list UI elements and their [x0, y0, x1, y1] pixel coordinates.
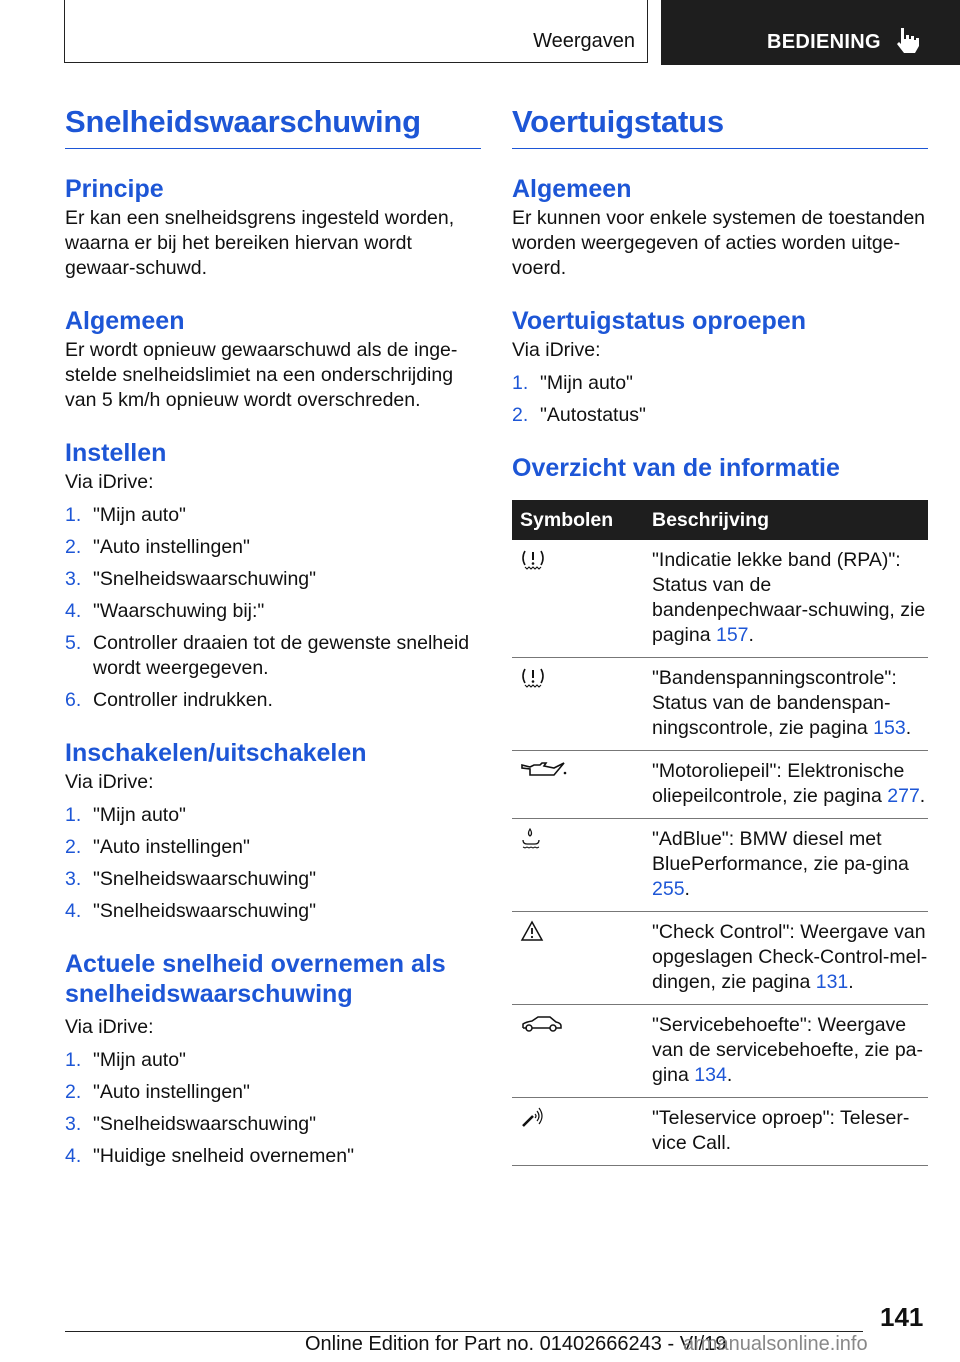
table-row: "AdBlue": BMW diesel met BluePerformance, zie pa-gina 255. — [512, 819, 928, 912]
step-text: "Snelheidswaarschuwing" — [93, 1113, 317, 1135]
header-chapter-title: BEDIENING — [767, 31, 881, 53]
adopt-speed-heading: Actuele snelheid overnemen als snelheidswaarschuwing — [65, 950, 446, 1008]
page-link[interactable]: 277 — [887, 785, 920, 807]
step-item — [65, 688, 481, 713]
step-item — [65, 1080, 481, 1105]
header-section-box — [64, 0, 648, 63]
step-text: "Mijn auto" — [93, 504, 186, 526]
table-header-row — [512, 500, 928, 540]
vehicle-general-text: Er kunnen voor enkele systemen de toestanden worden weergegeven of acties worden uitge-voerd. — [512, 207, 926, 279]
step-item — [65, 1112, 481, 1137]
adopt-speed-steps — [65, 1048, 481, 1169]
step-text: "Auto instellingen" — [93, 536, 250, 558]
step-number: 1. — [65, 504, 82, 526]
row-description: "Bandenspanningscontrole": Status van de bandenspan-ningscontrole, zie pagina — [652, 667, 897, 739]
row-description: "Indicatie lekke band (RPA)": Status van de bandenpechwaar-schuwing, zie pagina — [652, 549, 926, 646]
row-description: "Teleservice oproep": Teleser-vice Call. — [652, 1107, 910, 1154]
step-item — [65, 631, 481, 681]
adopt-speed-section — [65, 949, 481, 1169]
toggle-section — [65, 738, 481, 924]
step-text: "Mijn auto" — [93, 804, 186, 826]
page-number: 141 — [880, 1302, 924, 1332]
step-number: 4. — [65, 900, 82, 922]
step-text: "Mijn auto" — [540, 372, 633, 394]
tire-pressure-icon — [520, 666, 546, 688]
settings-steps — [65, 503, 481, 713]
step-item — [65, 803, 481, 828]
step-number: 4. — [65, 1145, 82, 1167]
open-status-steps — [512, 371, 928, 428]
section-title-speed-warning: Snelheidswaarschuwing — [65, 104, 481, 149]
general-section — [65, 306, 481, 413]
column-header-description: Beschrijving — [644, 500, 928, 540]
tire-pressure-icon — [520, 548, 546, 570]
step-number: 2. — [65, 1081, 82, 1103]
warning-triangle-icon — [520, 920, 544, 942]
step-number: 3. — [65, 868, 82, 890]
step-item — [65, 567, 481, 592]
step-number: 6. — [65, 689, 82, 711]
settings-section — [65, 438, 481, 713]
toggle-steps — [65, 803, 481, 924]
step-item — [65, 835, 481, 860]
step-text: "Waarschuwing bij:" — [93, 600, 265, 622]
step-text: "Snelheidswaarschuwing" — [93, 900, 317, 922]
row-description: "Servicebehoefte": Weergave van de servicebehoefte, zie pa-gina — [652, 1014, 924, 1086]
step-item — [65, 535, 481, 560]
open-status-intro: Via iDrive: — [512, 339, 601, 361]
open-status-section — [512, 306, 928, 428]
step-item — [65, 899, 481, 924]
right-column — [512, 104, 928, 1166]
car-service-icon — [520, 1013, 564, 1035]
step-text: Controller draaien tot de gewenste snelheid wordt weergegeven. — [93, 632, 470, 679]
vehicle-general-section — [512, 174, 928, 281]
step-text: "Huidige snelheid overnemen" — [93, 1145, 355, 1167]
step-number: 2. — [512, 404, 529, 426]
hand-pointer-icon — [895, 26, 921, 54]
footer-edition: Online Edition for Part no. 01402666243 - VI/19 — [305, 1333, 727, 1355]
adopt-speed-intro: Via iDrive: — [65, 1016, 154, 1038]
page-link[interactable]: 153 — [873, 717, 906, 739]
step-item — [65, 1048, 481, 1073]
info-table — [512, 500, 928, 1166]
step-item — [512, 371, 928, 396]
principle-text: Er kan een snelheidsgrens ingesteld worden, waarna er bij het bereiken hiervan wordt gewaar-schuwd. — [65, 207, 455, 279]
page-link[interactable]: 134 — [694, 1064, 727, 1086]
table-row: "Servicebehoefte": Weergave van de servicebehoefte, zie pa-gina 134. — [512, 1005, 928, 1098]
toggle-intro: Via iDrive: — [65, 771, 154, 793]
table-row: "Check Control": Weergave van opgeslagen Check-Control-mel-dingen, zie pagina 131. — [512, 912, 928, 1005]
step-text: "Autostatus" — [540, 404, 646, 426]
page-link[interactable]: 157 — [715, 624, 749, 646]
settings-intro: Via iDrive: — [65, 471, 154, 493]
overview-heading: Overzicht van de informatie — [512, 454, 840, 482]
principle-heading: Principe — [65, 175, 164, 203]
step-number: 1. — [65, 1049, 82, 1071]
step-text: "Auto instellingen" — [93, 836, 250, 858]
toggle-heading: Inschakelen/uitschakelen — [65, 739, 367, 767]
step-number: 3. — [65, 1113, 82, 1135]
general-text: Er wordt opnieuw gewaarschuwd als de inge-stelde snelheidslimiet na een onderschrijding van 5 km/h opnieuw wordt overschreden. — [65, 339, 458, 411]
row-description: "Motoroliepeil": Elektronische oliepeilcontrole, zie pagina — [652, 760, 905, 807]
step-number: 2. — [65, 836, 82, 858]
step-item — [65, 1144, 481, 1169]
principle-section — [65, 174, 481, 281]
page-link[interactable]: 255 — [652, 878, 685, 900]
watermark-text: armanualsonline.info — [683, 1333, 868, 1355]
section-title-vehicle-status: Voertuigstatus — [512, 104, 928, 149]
step-number: 5. — [65, 632, 82, 654]
row-description: "AdBlue": BMW diesel met BluePerformance, zie pa-gina — [652, 828, 909, 875]
step-text: Controller indrukken. — [93, 689, 273, 711]
step-text: "Mijn auto" — [93, 1049, 186, 1071]
table-row: "Indicatie lekke band (RPA)": Status van de bandenpechwaar-schuwing, zie pagina 157. — [512, 540, 928, 658]
step-text: "Snelheidswaarschuwing" — [93, 868, 317, 890]
footer-divider — [65, 1331, 863, 1332]
general-heading: Algemeen — [65, 307, 185, 335]
open-status-heading: Voertuigstatus oproepen — [512, 307, 807, 335]
step-number: 4. — [65, 600, 82, 622]
step-number: 2. — [65, 536, 82, 558]
row-description: "Check Control": Weergave van opgeslagen Check-Control-mel-dingen, zie pagina — [652, 921, 928, 993]
step-number: 1. — [65, 804, 82, 826]
settings-heading: Instellen — [65, 439, 167, 467]
page-link[interactable]: 131 — [815, 971, 849, 993]
table-row: "Motoroliepeil": Elektronische oliepeilcontrole, zie pagina 277. — [512, 751, 928, 819]
step-item — [512, 403, 928, 428]
teleservice-icon — [520, 1106, 546, 1128]
column-header-symbols: Symbolen — [512, 500, 644, 540]
step-number: 3. — [65, 568, 82, 590]
step-text: "Auto instellingen" — [93, 1081, 250, 1103]
header-section-title: Weergaven — [533, 30, 635, 52]
step-item — [65, 503, 481, 528]
step-item — [65, 867, 481, 892]
left-column — [65, 104, 481, 1169]
step-item — [65, 599, 481, 624]
table-row — [512, 1098, 928, 1166]
vehicle-general-heading: Algemeen — [512, 175, 632, 203]
overview-section — [512, 453, 928, 1166]
step-text: "Snelheidswaarschuwing" — [93, 568, 317, 590]
adblue-icon — [520, 827, 542, 849]
step-number: 1. — [512, 372, 529, 394]
oil-can-icon — [520, 759, 568, 781]
header-chapter-tab[interactable] — [661, 0, 960, 65]
table-row: "Bandenspanningscontrole": Status van de bandenspan-ningscontrole, zie pagina 153. — [512, 658, 928, 751]
